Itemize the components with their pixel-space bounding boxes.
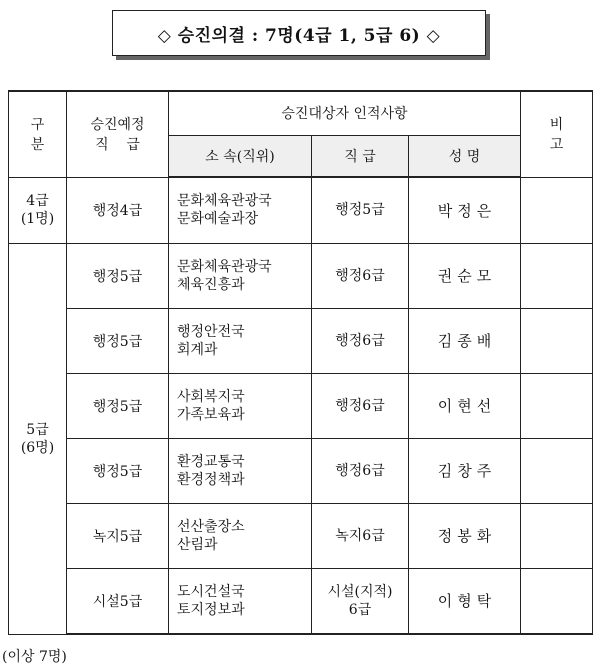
remarks-cell [521,243,593,308]
header-candidate-info: 승진대상자 인적사항 [169,91,521,135]
affiliation-cell [169,373,312,438]
header-category: 구 분 [9,91,67,177]
name-cell: 이현선 [409,373,521,438]
affiliation-cell [169,568,312,634]
remarks-cell [521,177,593,243]
rank-line1: 녹지6급 [335,527,385,544]
affiliation-cell [169,243,312,308]
affiliation-bureau: 문화체육관광국 [177,258,272,275]
target-rank-cell: 행정4급 [67,177,169,243]
target-rank-cell: 행정5급 [67,438,169,503]
group-grade-5 [9,243,67,634]
affiliation-cell [169,438,312,503]
affiliation-cell [169,177,312,243]
affiliation-bureau: 문화체육관광국 [177,193,272,210]
affiliation-bureau: 행정안전국 [177,323,245,340]
page-title: ◇ 승진의결 : 7명(4급 1, 5급 6) ◇ [112,10,486,56]
header-row-top [9,91,593,135]
promotion-table [8,90,593,635]
table-row [9,177,593,243]
affiliation-division: 환경정책과 [177,471,245,488]
name-cell: 정봉화 [409,503,521,568]
header-affiliation: 소 속(직위) [169,135,312,177]
name-cell: 이형탁 [409,568,521,634]
affiliation-division: 가족보육과 [177,406,245,423]
table-row [9,308,593,373]
header-name: 성 명 [409,135,521,177]
table-row [9,243,593,308]
remarks-cell [521,568,593,634]
affiliation-cell [169,503,312,568]
rank-line2: 6급 [348,601,372,618]
remarks-cell [521,308,593,373]
rank-cell [312,373,409,438]
table-row [9,373,593,438]
remarks-cell [521,503,593,568]
group-count: (6명) [20,439,55,456]
rank-cell [312,243,409,308]
affiliation-cell [169,308,312,373]
group-count: (1명) [20,211,55,227]
rank-cell [312,438,409,503]
rank-line1: 행정6급 [335,397,385,414]
header-target-rank [67,91,169,177]
affiliation-division: 문화예술과장 [177,211,259,228]
rank-cell [312,308,409,373]
target-rank-cell: 행정5급 [67,308,169,373]
group-grade-4 [9,177,67,243]
target-rank-cell: 행정5급 [67,243,169,308]
affiliation-division: 체육진흥과 [177,276,245,293]
remarks-cell [521,438,593,503]
header-target-rank-line2: 직 급 [95,137,140,154]
rank-line1: 행정6급 [335,462,385,479]
group-label: 5급 [26,421,49,438]
header-target-rank-line1: 승진예정 [90,117,145,134]
affiliation-division: 토지정보과 [177,601,245,618]
remarks-cell [521,373,593,438]
affiliation-bureau: 환경교통국 [177,453,245,470]
group-label: 4급 [26,193,49,209]
header-rank: 직 급 [312,135,409,177]
affiliation-bureau: 선산출장소 [177,518,245,535]
footnote: (이상 7명) [2,649,67,665]
target-rank-cell: 행정5급 [67,373,169,438]
affiliation-division: 회계과 [177,341,218,358]
rank-line1: 행정6급 [335,267,385,284]
affiliation-bureau: 도시건설국 [177,583,245,600]
target-rank-cell: 녹지5급 [67,503,169,568]
name-cell: 김창주 [409,438,521,503]
target-rank-cell: 시설5급 [67,568,169,634]
affiliation-division: 산림과 [177,536,218,553]
rank-line1: 시설(지적) [327,583,393,600]
table-row [9,438,593,503]
affiliation-bureau: 사회복지국 [177,388,245,405]
rank-cell [312,568,409,634]
rank-line1: 행정5급 [335,202,385,219]
rank-line1: 행정6급 [335,332,385,349]
rank-cell [312,177,409,243]
rank-cell [312,503,409,568]
name-cell: 박정은 [409,177,521,243]
table-row [9,568,593,634]
header-remarks: 비 고 [521,91,593,177]
table-row [9,503,593,568]
name-cell: 권순모 [409,243,521,308]
name-cell: 김종배 [409,308,521,373]
